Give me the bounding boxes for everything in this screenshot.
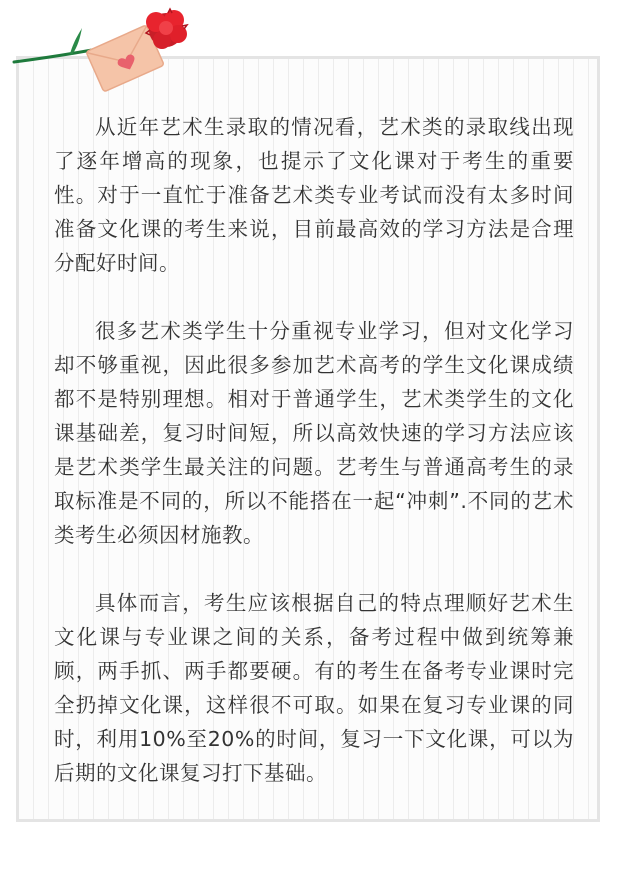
article-paragraph: 从近年艺术生录取的情况看，艺术类的录取线出现了逐年增高的现象，也提示了文化课对于考生的重要性。对于一直忙于准备艺术类专业考试而没有太多时间准备文化课的考生来说，目前最高效的学习方法是合理分配好时间。 bbox=[54, 115, 574, 275]
article-text bbox=[54, 110, 574, 824]
carnation-envelope-icon bbox=[0, 0, 200, 100]
article-paragraph: 很多艺术类学生十分重视专业学习，但对文化学习却不够重视，因此很多参加艺术高考的学生文化课成绩都不是特别理想。相对于普通学生，艺术类学生的文化课基础差，复习时间短，所以高效快速的学习方法应该是艺术类学生最关注的问题。艺考生与普通高考生的录取标准是不同的，所以不能搭在一起“冲刺”.不同的艺术类考生必须因材施教。 bbox=[54, 319, 574, 547]
article-paragraph: 具体而言，考生应该根据自己的特点理顺好艺术生文化课与专业课之间的关系，备考过程中做到统筹兼顾，两手抓、两手都要硬。有的考生在备考专业课时完全扔掉文化课，这样很不可取。如果在复习专业课的同时，利用10%至20%的时间，复习一下文化课，可以为后期的文化课复习打下基础。 bbox=[54, 591, 574, 785]
